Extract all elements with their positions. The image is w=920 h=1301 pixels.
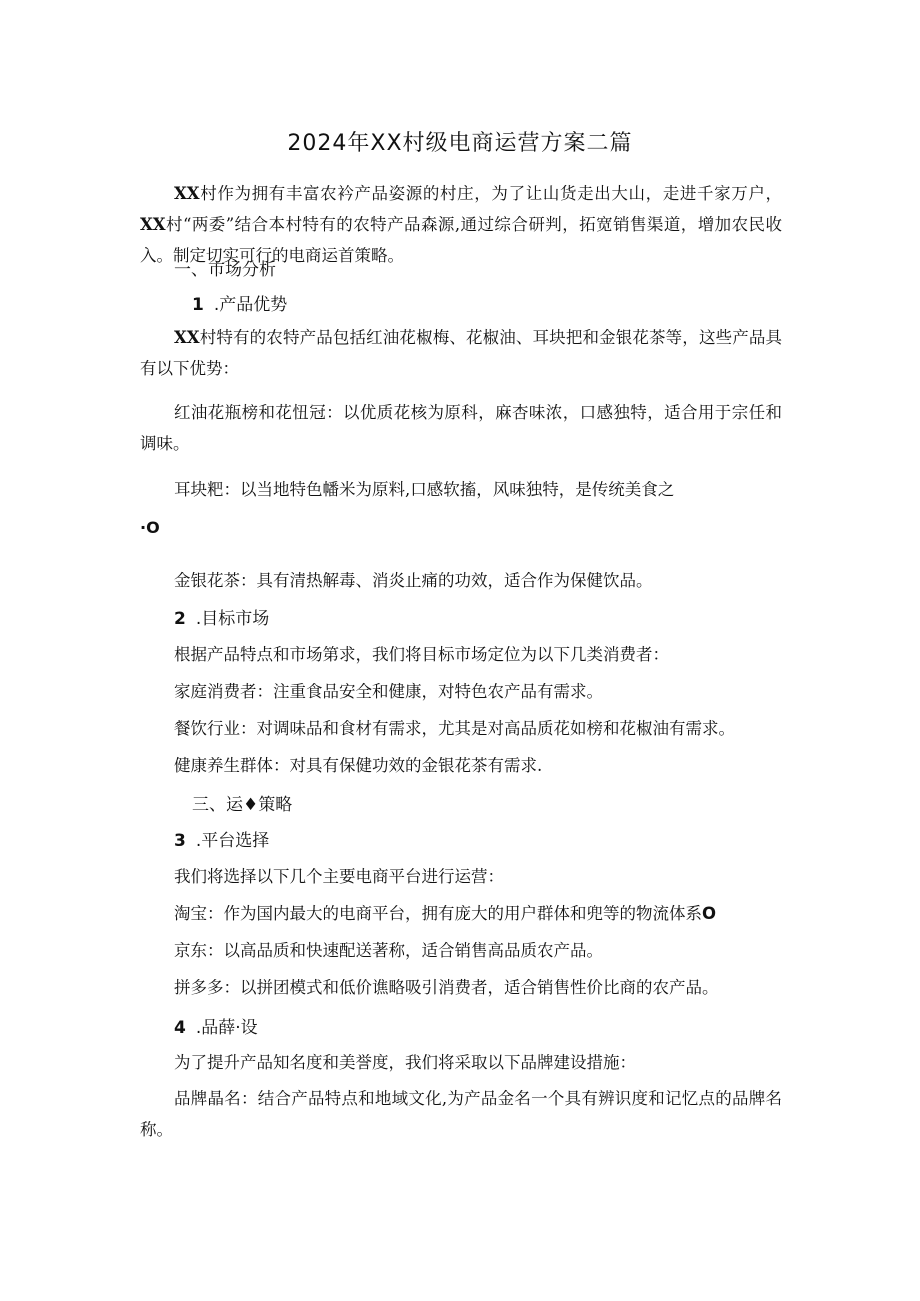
subheading-number: 3	[174, 831, 186, 851]
product-item-chili-oil: 红油花瓶榜和花忸冠：以优质花核为原科，麻杏味浓，口感独特，适合用于宗任和调味。	[140, 403, 782, 453]
subheading-number: 1	[192, 295, 204, 315]
subheading-label: .平台选择	[195, 831, 270, 851]
platform-line-mark: O	[702, 904, 717, 923]
product-item-erkuaiba: 耳块粑：以当地特色幡米为原料,口感软搐，风味独特，是传统美食之	[174, 480, 675, 499]
market-line: 根据产品特点和市场第求，我们将目标市场定位为以下几类消费者：	[174, 645, 669, 664]
stray-mark: ·O	[140, 518, 160, 537]
subheading-brand-building	[174, 1013, 258, 1038]
market-line: 健康养生群体：对具有保健功效的金银花茶有需求.	[174, 756, 543, 775]
subheading-label: .品薛·设	[195, 1018, 258, 1038]
subheading-platform-choice	[174, 826, 269, 851]
products-village-name: XX	[174, 328, 200, 347]
section-heading-market-analysis: 一、市场分析	[174, 260, 276, 280]
platform-line: 我们将选择以下几个主要电商平台进行运营：	[174, 867, 504, 886]
intro-text-1: 村作为拥有丰富农衿产品姿源的村庄，为了让山货走出大山，走进千家万户，	[199, 184, 782, 203]
product-item-honeysuckle-tea: 金银花茶：具有清热解毒、消炎止痛的功效，适合作为保健饮品。	[174, 571, 653, 590]
subheading-target-market	[174, 604, 269, 629]
market-line: 家庭消费者：注重食品安全和健康，对特色农产品有需求。	[174, 682, 603, 701]
intro-village-name-2: XX	[140, 215, 166, 234]
platform-line: 拼多多：以拼团模式和低价谯略吸引消费者，适合销售性价比商的农产品。	[174, 978, 719, 997]
products-intro-paragraph	[140, 322, 782, 384]
subheading-label: .产品优势	[213, 295, 288, 315]
subheading-number: 4	[174, 1018, 186, 1038]
intro-text-2: 村“两委”结合本村特有的农特产品森源,通过综合研判，拓宽销售渠道，增加农民收入。制定切实可行的电商运首策略。	[140, 215, 782, 265]
brand-item-naming: 品牌晶名：结合产品特点和地域文化,为产品金名一个具有辨识度和记忆点的品牌名称。	[140, 1089, 782, 1139]
platform-line: 京东：以高品质和快速配送著称，适合销售高品质农产品。	[174, 941, 603, 960]
platform-line-taobao	[174, 900, 716, 924]
document-title: 2024年XX村级电商运营方案二篇	[287, 131, 633, 156]
platform-line-text: 淘宝：作为国内最大的电商平台，拥有庞大的用户群体和兜等的物流体系	[174, 904, 702, 923]
section-heading-operation-strategy: 三、运♦策略	[192, 795, 293, 815]
products-intro-text: 村特有的农特产品包括红油花椒梅、花椒油、耳块把和金银花茶等，这些产品具有以下优势：	[140, 328, 782, 378]
subheading-product-advantage	[192, 290, 287, 315]
brand-intro: 为了提升产品知名度和美誉度，我们将采取以下品牌建设措施：	[174, 1053, 636, 1072]
market-line: 餐饮行业：对调味品和食材有需求，尤其是对高品质花如榜和花椒油有需求。	[174, 719, 735, 738]
subheading-number: 2	[174, 609, 186, 629]
intro-village-name: XX	[174, 184, 200, 203]
subheading-label: .目标市场	[195, 609, 270, 629]
